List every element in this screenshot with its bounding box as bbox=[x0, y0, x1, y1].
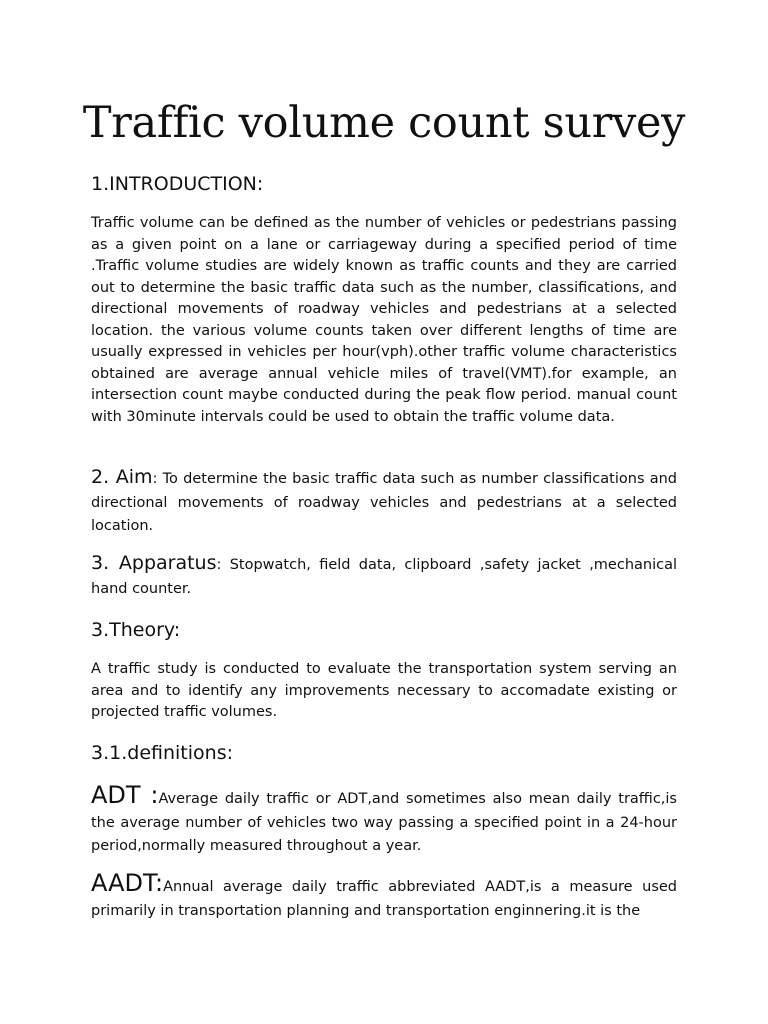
aim-heading: 2. Aim bbox=[91, 466, 153, 488]
theory-paragraph: A traffic study is conducted to evaluate the transportation system serving an area and to identify any improvements necessary to accomadate existing or projected traffic volumes. bbox=[91, 661, 677, 720]
adt-term: ADT : bbox=[91, 781, 159, 809]
introduction-heading: 1.INTRODUCTION: bbox=[91, 173, 264, 195]
apparatus-heading: 3. Apparatus bbox=[91, 552, 217, 574]
aadt-text: Annual average daily traffic abbreviated AADT,is a measure used primarily in transportation planning and transportation enginnering.it is the bbox=[91, 879, 677, 919]
aadt-term: AADT: bbox=[91, 869, 164, 897]
aadt-definition bbox=[91, 869, 677, 923]
introduction-paragraph: Traffic volume can be defined as the number of vehicles or pedestrians passing as a given point on a lane or carriageway during a specified period of time .Traffic volume studies are widely known as traffic counts and they are carried out to determine the basic traffic data such as the number, classifications, and directional movements of roadway vehicles and pedestrians at a selected location. the various volume counts taken over different lengths of time are usually expressed in vehicles per hour(vph).other traffic volume characteristics obtained are average annual vehicle miles of travel(VMT).for example, an intersection count maybe conducted during the peak flow period. manual count with 30minute intervals could be used to obtain the traffic volume data. bbox=[91, 215, 677, 425]
aim-paragraph bbox=[91, 466, 677, 539]
theory-heading: 3.Theory: bbox=[91, 619, 181, 641]
definitions-heading: 3.1.definitions: bbox=[91, 742, 233, 764]
aim-text: : To determine the basic traffic data such as number classifications and directional movements of roadway vehicles and pedestrians at a selected location. bbox=[91, 471, 677, 534]
apparatus-paragraph bbox=[91, 552, 677, 601]
adt-text: Average daily traffic or ADT,and sometimes also mean daily traffic,is the average number of vehicles two way passing a specified point in a 24-hour period,normally measured throughout a year. bbox=[91, 791, 677, 854]
page-title: Traffic volume count survey bbox=[82, 98, 686, 148]
apparatus-text: : Stopwatch, field data, clipboard ,safety jacket ,mechanical hand counter. bbox=[91, 557, 678, 597]
adt-definition bbox=[91, 781, 677, 859]
